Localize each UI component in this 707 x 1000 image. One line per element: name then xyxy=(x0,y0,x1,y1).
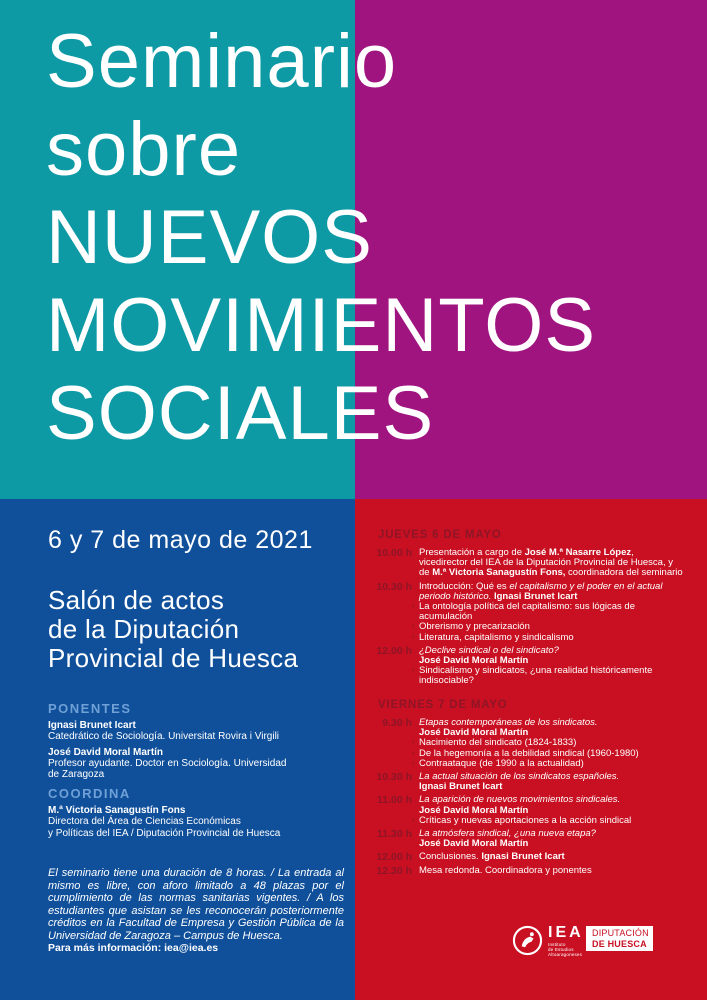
program-day-friday xyxy=(360,699,690,879)
program-text-segment: el capitalismo y el poder en el actual periodo histórico. xyxy=(419,580,663,602)
coordina-list xyxy=(48,805,348,843)
program-text-segment: La actual situación de los sindicatos españoles. xyxy=(419,771,620,783)
program-text-segment: Etapas contemporáneas de los sindicatos. xyxy=(419,717,598,728)
program-day-header: VIERNES 7 DE MAYO xyxy=(378,699,508,711)
bullet-dot-icon: · xyxy=(412,757,416,769)
program-item xyxy=(360,548,690,579)
program-item-text xyxy=(419,829,690,849)
program-text-segment: coordinadora del seminario xyxy=(565,567,683,579)
bullet-dot-icon: · xyxy=(412,737,416,749)
program-text-segment: Ignasi Brunet Icart xyxy=(481,851,565,863)
program-time: 12.00 h xyxy=(376,644,412,657)
program-item-text xyxy=(419,866,690,876)
diputacion-line1: DIPUTACIÓN xyxy=(592,928,649,938)
program-item-text xyxy=(412,794,690,826)
person-entry xyxy=(48,747,348,781)
program-bullet xyxy=(412,602,684,622)
bullet-text: De la hegemonía a la debilidad sindical (1960-1980) xyxy=(419,747,639,759)
program-text-segment: M.ª Victoria Sanagustín Fons, xyxy=(432,567,566,579)
program-text-segment: José David Moral Martín xyxy=(419,838,529,850)
bullet-text: Críticas y nuevas aportaciones a la acción sindical xyxy=(419,814,632,826)
program-time: 10.00 h xyxy=(376,547,412,559)
program-text-segment: La aparición de nuevos movimientos sindicales. xyxy=(419,794,621,806)
person-role: Directora del Área de Ciencias Económicas y Políticas del IEA / Diputación Provincial de Huesca xyxy=(48,816,281,839)
program-time: 12.30 h xyxy=(376,864,412,877)
program-time: 9.30 h xyxy=(382,717,412,729)
program-text-segment: La atmósfera sindical, ¿una nueva etapa? xyxy=(419,828,596,840)
program-bullet xyxy=(412,666,684,686)
program-item-text xyxy=(412,717,690,769)
person-name: Ignasi Brunet Icart xyxy=(48,720,136,731)
program-text-segment: Mesa redonda. Coordinadora y ponentes xyxy=(419,864,592,876)
bullet-dot-icon: · xyxy=(412,601,416,613)
ponentes-list xyxy=(48,720,348,784)
program-text-segment: , vicedirector del IEA de la Diputación Provincial de Huesca, y de xyxy=(419,547,673,579)
program-time: 10.30 h xyxy=(376,580,412,593)
person-entry xyxy=(48,720,348,743)
program-item xyxy=(360,852,690,862)
bullet-text: Contraataque (de 1990 a la actualidad) xyxy=(419,757,584,769)
program-text-segment: Ignasi Brunet Icart xyxy=(493,590,578,602)
person-role: Profesor ayudante. Doctor en Sociología. Universidad de Zaragoza xyxy=(48,757,287,781)
person-name: José David Moral Martín xyxy=(48,746,164,758)
program-item xyxy=(360,829,690,849)
iea-full-name: Instituto de Estudios Altoaragoneses xyxy=(548,942,583,957)
diputacion-line2: DE HUESCA xyxy=(592,938,647,949)
admission-note: El seminario tiene una duración de 8 horas. / La entrada al mismo es libre, con aforo limitado a 48 plazas por el cumplimiento de las normas sanitarias vigentes. / A los estudiantes que asistan se les reconocerán posteriormente créditos en la Facultad de Empresa y Gestión Pública de la Universidad de Zaragoza – Campus de Huesca. xyxy=(48,867,344,942)
person-role: Catedrático de Sociología. Universitat Rovira i Virgili xyxy=(48,731,280,743)
program-day-thursday xyxy=(360,529,690,690)
program-item-text xyxy=(412,580,690,643)
iea-logo xyxy=(512,925,584,957)
program-text-segment: José David Moral Martín xyxy=(419,655,529,667)
bullet-dot-icon: · xyxy=(412,621,416,633)
contact-info: Para más información: iea@iea.es xyxy=(48,942,219,954)
program-day-header: JUEVES 6 DE MAYO xyxy=(378,529,502,541)
program-item xyxy=(360,866,690,876)
program-item xyxy=(360,718,690,769)
program-text-segment: José David Moral Martín xyxy=(419,804,529,816)
program-item xyxy=(360,582,690,643)
event-venue: Salón de actos de la Diputación Provincial de Huesca xyxy=(48,585,299,673)
program-item-text xyxy=(419,548,690,579)
iea-acronym: IEA xyxy=(548,924,584,941)
event-date: 6 y 7 de mayo de 2021 xyxy=(48,526,313,554)
bullet-dot-icon: · xyxy=(412,814,416,826)
poster-title: Seminario sobre NUEVOS MOVIMIENTOS SOCIALES xyxy=(46,19,597,456)
coordina-heading: COORDINA xyxy=(48,786,131,801)
bullet-text: La ontología política del capitalismo: sus lógicas de acumulación xyxy=(419,601,635,623)
program-text-segment: ¿Declive sindical o del sindicato? xyxy=(419,644,559,656)
bullet-text: Sindicalismo y sindicatos, ¿una realidad históricamente indisociable? xyxy=(419,665,653,687)
bullet-dot-icon: · xyxy=(412,665,416,677)
bullet-dot-icon: · xyxy=(412,631,416,643)
program-bullet xyxy=(412,816,684,826)
bullet-text: Obrerismo y precarización xyxy=(419,621,530,633)
program-text-segment: Introducción: Qué es xyxy=(419,580,510,592)
program-item-text xyxy=(412,644,690,687)
iea-seal-icon xyxy=(512,925,543,956)
program-text-segment: Presentación a cargo de xyxy=(419,547,525,558)
program-text-segment: José David Moral Martín xyxy=(419,727,529,739)
bullet-dot-icon: · xyxy=(412,747,416,759)
program-item xyxy=(360,646,690,687)
program-time: 12.00 h xyxy=(376,851,412,864)
program-bullet xyxy=(412,759,684,769)
program-time: 11.30 h xyxy=(376,828,412,841)
person-entry xyxy=(48,805,348,839)
program-bullet xyxy=(412,633,684,643)
bullet-text: Literatura, capitalismo y sindicalismo xyxy=(419,631,574,643)
program-item xyxy=(360,772,690,792)
bullet-text: Nacimiento del sindicato (1824-1833) xyxy=(419,737,577,749)
diputacion-huesca-logo xyxy=(586,926,653,951)
iea-logo-text xyxy=(548,925,584,957)
program-text-segment: Ignasi Brunet Icart xyxy=(419,781,503,793)
program-time: 11.00 h xyxy=(376,794,412,807)
program-item-text xyxy=(419,852,690,862)
program-text-segment: Conclusiones. xyxy=(419,851,482,863)
ponentes-heading: PONENTES xyxy=(48,701,132,716)
program-item-text xyxy=(419,772,690,792)
person-name: M.ª Victoria Sanagustín Fons xyxy=(48,805,186,816)
program-text-segment: José M.ª Nasarre López xyxy=(524,547,632,558)
program-item xyxy=(360,795,690,826)
program-time: 10.30 h xyxy=(376,771,412,784)
